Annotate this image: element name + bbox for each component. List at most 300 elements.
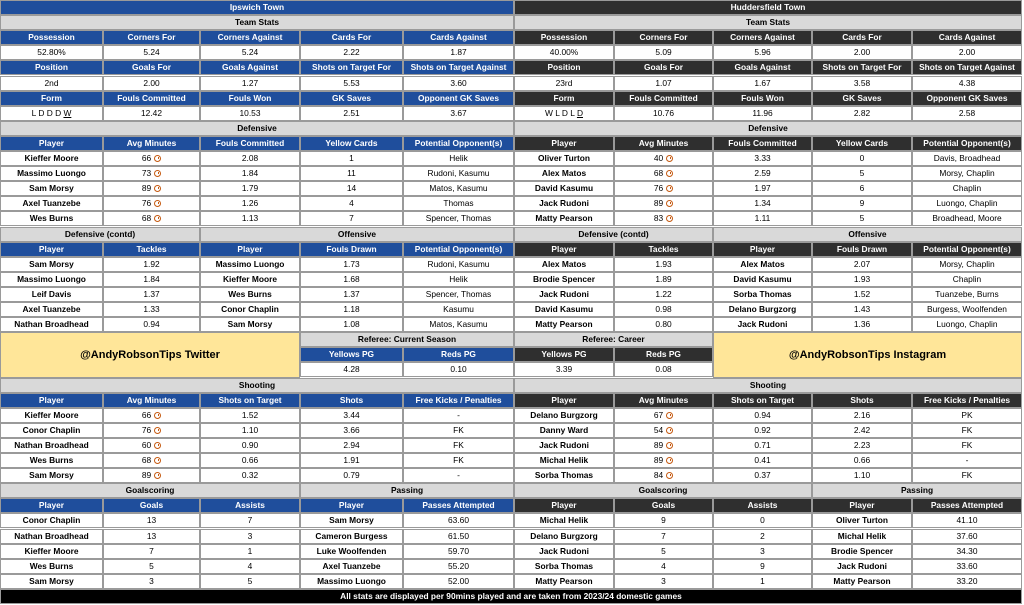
form-sequence: W L D L (544, 108, 577, 119)
ipswich-team-header (300, 30, 403, 45)
huddersfield-shooting-value (812, 468, 912, 483)
ipswich-team-header-text: Corners For (127, 32, 176, 43)
ipswich-team-header (103, 91, 200, 106)
ipswich-team-value (403, 106, 514, 121)
ipswich-team-header (300, 60, 403, 75)
huddersfield-shooting-value (614, 438, 713, 453)
stopwatch-icon (666, 170, 673, 177)
ipswich-defensive-header-text: Potential Opponent(s) (414, 138, 503, 149)
huddersfield-shooting-player (514, 423, 614, 438)
ipswich-team-value-text: 12.42 (141, 108, 162, 119)
huddersfield-goalscoring-player (514, 574, 614, 589)
huddersfield-tackles-value-text: 1.22 (655, 289, 672, 300)
ipswich-team-header (403, 91, 514, 106)
huddersfield-shooting-value (614, 468, 713, 483)
ipswich-goalscoring-value (200, 544, 300, 559)
ipswich-goalscoring-value-text: 7 (149, 546, 154, 557)
huddersfield-team-value (812, 76, 912, 91)
huddersfield-offensive-value (812, 287, 912, 302)
huddersfield-passing-value (912, 529, 1022, 544)
ipswich-defensive-value (403, 196, 514, 211)
ipswich-shooting-value-text: 0.66 (241, 455, 259, 466)
ipswich-defensive-value-text: 68 (141, 213, 152, 224)
ipswich-offensive-header-text: Fouls Drawn (326, 244, 377, 255)
ipswich-goalscoring-player (0, 529, 103, 544)
ipswich-goalscoring-header (200, 498, 300, 513)
ipswich-passing-player (300, 559, 403, 574)
huddersfield-team-value (514, 45, 614, 60)
huddersfield-team-header (912, 91, 1022, 106)
ipswich-shooting-header (0, 393, 103, 408)
form-sequence: L D D D (31, 108, 64, 119)
huddersfield-defensive-value-text: 3.33 (754, 153, 771, 164)
huddersfield-goalscoring-header (614, 498, 713, 513)
ipswich-team-header (403, 60, 514, 75)
huddersfield-shooting-value-text: - (965, 455, 969, 466)
huddersfield-team-value (614, 76, 713, 91)
huddersfield-offensive-value (912, 302, 1022, 317)
huddersfield-goalscoring-value-text: 1 (760, 576, 765, 587)
ipswich-offensive-header-text: Player (237, 244, 263, 255)
huddersfield-team-header-text: Corners For (639, 32, 688, 43)
ipswich-tackles-header (103, 242, 200, 257)
ipswich-passing-value-text: 59.70 (448, 546, 469, 557)
stopwatch-icon (666, 457, 673, 464)
ipswich-offensive-value-text: Rudoni, Kasumu (427, 259, 490, 270)
ipswich-passing-player-text: Cameron Burgess (315, 531, 388, 542)
huddersfield-shooting-value-text: FK (961, 470, 973, 481)
ipswich-shooting-header-text: Avg Minutes (126, 395, 177, 406)
huddersfield-passing-player (812, 559, 912, 574)
ipswich-passing-value (403, 529, 514, 544)
huddersfield-defensive-value (912, 196, 1022, 211)
huddersfield-passing-value (912, 513, 1022, 528)
ipswich-defensive-value-text: Matos, Kasumu (429, 183, 488, 194)
huddersfield-tackles-player-text: Matty Pearson (535, 319, 593, 330)
huddersfield-offensive-header-text: Player (749, 244, 776, 255)
huddersfield-defensive-value (912, 181, 1022, 196)
huddersfield-tackles-value-text: 0.80 (655, 319, 672, 330)
huddersfield-passing-header-text: Player (849, 500, 875, 511)
huddersfield-team-value (614, 106, 713, 121)
ipswich-passing-player (300, 574, 403, 589)
ipswich-offensive-value-text: Kasumu (443, 304, 474, 315)
ipswich-defensive-header-text: Player (38, 138, 65, 149)
ipswich-tackles-player (0, 257, 103, 272)
huddersfield-passing-player-text: Brodie Spencer (831, 546, 893, 557)
ipswich-shooting-value-text: 3.66 (343, 425, 360, 436)
huddersfield-team-value-text: 2.00 (958, 47, 976, 58)
ipswich-team-value (300, 45, 403, 60)
huddersfield-passing-player-text: Oliver Turton (836, 515, 888, 526)
ipswich-team-header-text: Opponent GK Saves (418, 93, 499, 104)
huddersfield-offensive-value (812, 317, 912, 332)
huddersfield-shooting-player-text: Michal Helik (539, 455, 589, 466)
huddersfield-defensive-header-text: Fouls Committed (728, 138, 797, 149)
huddersfield-form (514, 106, 614, 121)
ipswich-passing-player (300, 529, 403, 544)
huddersfield-passing-player-text: Michal Helik (837, 531, 887, 542)
huddersfield-goalscoring-title-text: Goalscoring (638, 485, 688, 496)
huddersfield-team-header-text: Fouls Won (741, 93, 784, 104)
ipswich-team-header (403, 30, 514, 45)
ipswich-shooting-value-text: 1.52 (241, 410, 259, 421)
huddersfield-goalscoring-value-text: 4 (661, 561, 666, 572)
huddersfield-defensive-value (812, 181, 912, 196)
ipswich-shooting-player (0, 408, 103, 423)
ipswich-offensive-value (403, 302, 514, 317)
huddersfield-shooting-title (514, 378, 1022, 393)
ipswich-team-stats-title (0, 15, 514, 30)
ipswich-offensive-header (300, 242, 403, 257)
ipswich-defensive-value-text: 1.13 (241, 213, 259, 224)
footer-note (0, 589, 1022, 604)
huddersfield-tackles-header (514, 242, 614, 257)
huddersfield-goalscoring-value-text: 3 (661, 576, 666, 587)
huddersfield-defensive-value-text: Morsy, Chaplin (939, 168, 995, 179)
huddersfield-passing-player-text: Matty Pearson (833, 576, 891, 587)
huddersfield-team-header (912, 30, 1022, 45)
huddersfield-tackles-value (614, 257, 713, 272)
ipswich-goalscoring-value-text: 7 (247, 515, 253, 526)
huddersfield-team-header-text: Position (547, 62, 581, 73)
huddersfield-tackles-player (514, 257, 614, 272)
huddersfield-shooting-value-text: 1.10 (853, 470, 871, 481)
huddersfield-defensive-value (812, 196, 912, 211)
ipswich-offensive-player-text: Kieffer Moore (223, 274, 277, 285)
huddersfield-team-value (514, 76, 614, 91)
stopwatch-icon (154, 457, 161, 464)
ipswich-goalscoring-value-text: 4 (247, 561, 253, 572)
huddersfield-passing-value (912, 544, 1022, 559)
huddersfield-tackles-value (614, 287, 713, 302)
huddersfield-team-header-text: Form (553, 93, 575, 104)
huddersfield-tackles-header (614, 242, 713, 257)
huddersfield-title-text: Huddersfield Town (730, 2, 806, 13)
ipswich-goalscoring-header-text: Player (38, 500, 65, 511)
huddersfield-goalscoring-player (514, 544, 614, 559)
huddersfield-goalscoring-value (614, 513, 713, 528)
ipswich-passing-value (403, 513, 514, 528)
huddersfield-defensive-value (713, 151, 812, 166)
huddersfield-team-header (614, 60, 713, 75)
huddersfield-shooting-value-text: 67 (653, 410, 664, 421)
ipswich-team-header (103, 60, 200, 75)
ipswich-team-header (200, 30, 300, 45)
ipswich-shooting-player-text: Conor Chaplin (22, 425, 81, 436)
huddersfield-passing-player (812, 544, 912, 559)
huddersfield-defensive-player-text: Alex Matos (541, 168, 587, 179)
huddersfield-shooting-value-text: 54 (653, 425, 664, 436)
ipswich-team-value-text: 1.27 (241, 78, 259, 89)
ipswich-offensive-value (300, 302, 403, 317)
ipswich-defensive-header-text: Fouls Committed (215, 138, 285, 149)
ipswich-title-text: Ipswich Town (229, 2, 285, 13)
huddersfield-offensive-value-text: 1.36 (853, 319, 871, 330)
ipswich-offensive-title-text: Offensive (337, 229, 377, 240)
huddersfield-defensive-value (713, 181, 812, 196)
ipswich-defensive-value-text: 89 (141, 183, 152, 194)
huddersfield-title (514, 0, 1022, 15)
huddersfield-passing-value-text: 37.60 (956, 531, 978, 542)
ipswich-tackles-player (0, 287, 103, 302)
ipswich-offensive-value-text: Matos, Kasumu (429, 319, 488, 330)
huddersfield-defensive-value (614, 166, 713, 181)
ipswich-goalscoring-header (0, 498, 103, 513)
huddersfield-shooting-header (912, 393, 1022, 408)
huddersfield-offensive-header-text: Potential Opponent(s) (923, 244, 1011, 255)
huddersfield-team-header (614, 30, 713, 45)
instagram-banner-text: @AndyRobsonTips Instagram (788, 348, 947, 361)
ipswich-shooting-value (200, 468, 300, 483)
huddersfield-team-value-text: 4.38 (958, 78, 976, 89)
ipswich-team-value (0, 45, 103, 60)
ipswich-goalscoring-title (0, 483, 300, 498)
ipswich-defensive-value-text: 76 (141, 198, 152, 209)
huddersfield-tackles-header-text: Tackles (648, 244, 679, 255)
referee-current-value-text: 0.10 (450, 364, 467, 375)
huddersfield-offensive-value (812, 302, 912, 317)
ipswich-shooting-value (300, 468, 403, 483)
ipswich-goalscoring-title-text: Goalscoring (125, 485, 175, 496)
huddersfield-team-value-text: 1.67 (754, 78, 771, 89)
huddersfield-passing-header (812, 498, 912, 513)
huddersfield-offensive-header (713, 242, 812, 257)
huddersfield-team-header-text: Goals Against (734, 62, 791, 73)
ipswich-offensive-value-text: 1.37 (343, 289, 360, 300)
ipswich-defensive-value-text: 66 (141, 153, 152, 164)
huddersfield-shooting-value-text: 2.42 (853, 425, 871, 436)
ipswich-team-header-text: Shots on Target For (312, 62, 391, 73)
ipswich-defensive-value (403, 211, 514, 226)
huddersfield-passing-value-text: 41.10 (956, 515, 978, 526)
ipswich-defensive-header (103, 136, 200, 151)
ipswich-shooting-header-text: Shots (339, 395, 364, 406)
huddersfield-offensive-value-text: Luongo, Chaplin (936, 319, 998, 330)
huddersfield-goalscoring-value (614, 559, 713, 574)
ipswich-shooting-player (0, 438, 103, 453)
ipswich-team-value (200, 106, 300, 121)
ipswich-tackles-player (0, 272, 103, 287)
huddersfield-offensive-player-text: Jack Rudoni (737, 319, 788, 330)
ipswich-shooting-value (403, 438, 514, 453)
ipswich-defensive-value-text: 7 (349, 213, 354, 224)
ipswich-team-value-text: 2.51 (343, 108, 360, 119)
ipswich-team-header-text: Corners Against (217, 32, 283, 43)
huddersfield-team-value (812, 106, 912, 121)
huddersfield-shooting-value-text: 2.23 (853, 440, 871, 451)
ipswich-passing-header-text: Passes Attempted (422, 500, 495, 511)
huddersfield-shooting-value (912, 408, 1022, 423)
huddersfield-goalscoring-header (713, 498, 812, 513)
ipswich-offensive-player-text: Wes Burns (228, 289, 272, 300)
huddersfield-offensive-value-text: 1.93 (853, 274, 871, 285)
huddersfield-team-value-text: 11.96 (752, 108, 773, 119)
ipswich-shooting-value (103, 438, 200, 453)
ipswich-defensive-player-text: Massimo Luongo (17, 168, 86, 179)
huddersfield-shooting-header-text: Avg Minutes (638, 395, 689, 406)
huddersfield-team-header-text: Cards For (842, 32, 882, 43)
huddersfield-team-value-text: 3.58 (853, 78, 871, 89)
huddersfield-defensive-value-text: Davis, Broadhead (933, 153, 1001, 164)
ipswich-passing-value (403, 544, 514, 559)
huddersfield-shooting-value (614, 408, 713, 423)
huddersfield-defensive-value (713, 211, 812, 226)
ipswich-tackles-player-text: Axel Tuanzebe (22, 304, 81, 315)
ipswich-offensive-value (403, 317, 514, 332)
huddersfield-defensive-value (812, 211, 912, 226)
ipswich-shooting-value (103, 453, 200, 468)
ipswich-offensive-player (200, 257, 300, 272)
huddersfield-offensive-header-text: Fouls Drawn (836, 244, 888, 255)
ipswich-passing-title (300, 483, 514, 498)
ipswich-shooting-value (103, 468, 200, 483)
ipswich-shooting-header (103, 393, 200, 408)
ipswich-passing-player-text: Luke Woolfenden (316, 546, 387, 557)
huddersfield-shooting-header (614, 393, 713, 408)
huddersfield-shooting-value (912, 423, 1022, 438)
ipswich-goalscoring-player-text: Conor Chaplin (22, 515, 81, 526)
ipswich-shooting-title-text: Shooting (238, 380, 276, 391)
huddersfield-passing-player (812, 529, 912, 544)
ipswich-defensive-value (200, 181, 300, 196)
stopwatch-icon (154, 185, 161, 192)
huddersfield-team-header-text: Possession (540, 32, 588, 43)
huddersfield-passing-player-text: Jack Rudoni (837, 561, 887, 572)
huddersfield-goalscoring-value-text: 9 (760, 561, 765, 572)
ipswich-defensive-contd-title-text: Defensive (contd) (64, 229, 136, 240)
ipswich-team-value (103, 76, 200, 91)
huddersfield-goalscoring-player (514, 513, 614, 528)
huddersfield-shooting-header-text: Shots on Target (730, 395, 795, 406)
referee-current-title (300, 332, 514, 347)
ipswich-offensive-value (403, 287, 514, 302)
ipswich-offensive-player-text: Massimo Luongo (215, 259, 285, 270)
ipswich-defensive-value-text: Spencer, Thomas (425, 213, 492, 224)
referee-career-title (514, 332, 713, 347)
huddersfield-goalscoring-title (514, 483, 812, 498)
ipswich-team-value-text: 5.24 (241, 47, 259, 58)
huddersfield-team-value (912, 45, 1022, 60)
huddersfield-defensive-value (912, 151, 1022, 166)
huddersfield-passing-header (912, 498, 1022, 513)
huddersfield-shooting-value-text: 0.37 (754, 470, 771, 481)
ipswich-team-header-text: Possession (28, 32, 75, 43)
huddersfield-team-value-text: 10.76 (653, 108, 674, 119)
ipswich-defensive-value-text: Thomas (443, 198, 474, 209)
referee-current-value (300, 362, 403, 377)
ipswich-defensive-value (200, 196, 300, 211)
ipswich-defensive-value (103, 211, 200, 226)
ipswich-defensive-player-text: Axel Tuanzebe (22, 198, 81, 209)
huddersfield-defensive-value (812, 151, 912, 166)
ipswich-team-header (200, 60, 300, 75)
huddersfield-shooting-value-text: FK (961, 440, 973, 451)
huddersfield-team-header-text: Corners Against (730, 32, 795, 43)
ipswich-goalscoring-player (0, 513, 103, 528)
ipswich-shooting-value-text: 89 (141, 470, 152, 481)
huddersfield-defensive-value-text: 76 (653, 183, 664, 194)
huddersfield-offensive-value-text: 2.07 (853, 259, 871, 270)
huddersfield-shooting-value-text: 0.66 (853, 455, 871, 466)
stopwatch-icon (666, 200, 673, 207)
ipswich-shooting-header (403, 393, 514, 408)
huddersfield-defensive-header (614, 136, 713, 151)
ipswich-offensive-player-text: Sam Morsy (227, 319, 273, 330)
huddersfield-tackles-player (514, 287, 614, 302)
referee-current-header-text: Yellows PG (328, 349, 375, 360)
huddersfield-team-header (514, 60, 614, 75)
huddersfield-team-header (713, 60, 812, 75)
huddersfield-shooting-value-text: 84 (653, 470, 664, 481)
huddersfield-shooting-value-text: PK (961, 410, 973, 421)
huddersfield-shooting-value (614, 423, 713, 438)
huddersfield-shooting-header (713, 393, 812, 408)
ipswich-defensive-contd-title (0, 227, 200, 242)
huddersfield-defensive-value-text: 0 (859, 153, 865, 164)
ipswich-defensive-value (300, 151, 403, 166)
huddersfield-team-value (812, 45, 912, 60)
huddersfield-offensive-player (713, 317, 812, 332)
ipswich-goalscoring-value-text: 5 (149, 561, 154, 572)
referee-current-value-text: 4.28 (343, 364, 360, 375)
huddersfield-offensive-title-text: Offensive (848, 229, 887, 240)
huddersfield-offensive-value (812, 257, 912, 272)
ipswich-goalscoring-value (103, 559, 200, 574)
ipswich-shooting-value (300, 438, 403, 453)
huddersfield-tackles-player (514, 302, 614, 317)
ipswich-offensive-player (200, 302, 300, 317)
twitter-banner-text: @AndyRobsonTips Twitter (80, 348, 220, 361)
ipswich-team-header (200, 91, 300, 106)
huddersfield-shooting-player-text: Danny Ward (539, 425, 589, 436)
ipswich-shooting-value (200, 453, 300, 468)
ipswich-team-value-text: 5.24 (143, 47, 160, 58)
huddersfield-goalscoring-value (614, 529, 713, 544)
ipswich-goalscoring-player (0, 544, 103, 559)
ipswich-tackles-header-text: Player (38, 244, 65, 255)
stopwatch-icon (154, 412, 161, 419)
ipswich-defensive-value (403, 166, 514, 181)
ipswich-defensive-player (0, 211, 103, 226)
ipswich-goalscoring-value (200, 529, 300, 544)
huddersfield-shooting-header-text: Free Kicks / Penalties (923, 395, 1011, 406)
referee-career-title-text: Referee: Career (582, 334, 645, 345)
referee-career-header (614, 347, 713, 362)
ipswich-defensive-value-text: 2.08 (241, 153, 259, 164)
huddersfield-defensive-contd-title-text: Defensive (contd) (578, 229, 649, 240)
ipswich-defensive-value-text: 1.79 (241, 183, 259, 194)
ipswich-team-header-text: Fouls Committed (117, 93, 186, 104)
huddersfield-shooting-value (812, 438, 912, 453)
ipswich-goalscoring-value (200, 574, 300, 589)
huddersfield-defensive-value-text: 1.11 (754, 213, 771, 224)
huddersfield-tackles-value-text: 1.89 (655, 274, 672, 285)
ipswich-shooting-value-text: - (457, 470, 460, 481)
huddersfield-offensive-player (713, 302, 812, 317)
ipswich-team-value (300, 76, 403, 91)
huddersfield-shooting-header-text: Shots (850, 395, 874, 406)
ipswich-offensive-value-text: Helik (449, 274, 468, 285)
huddersfield-defensive-header-text: Yellow Cards (835, 138, 889, 149)
huddersfield-offensive-player (713, 272, 812, 287)
ipswich-team-header-text: Shots on Target Against (410, 62, 507, 73)
huddersfield-defensive-value-text: 6 (859, 183, 865, 194)
ipswich-offensive-value-text: 1.08 (343, 319, 360, 330)
huddersfield-shooting-player-text: Delano Burgzorg (530, 410, 598, 421)
huddersfield-defensive-header (713, 136, 812, 151)
huddersfield-team-header-text: Cards Against (938, 32, 996, 43)
